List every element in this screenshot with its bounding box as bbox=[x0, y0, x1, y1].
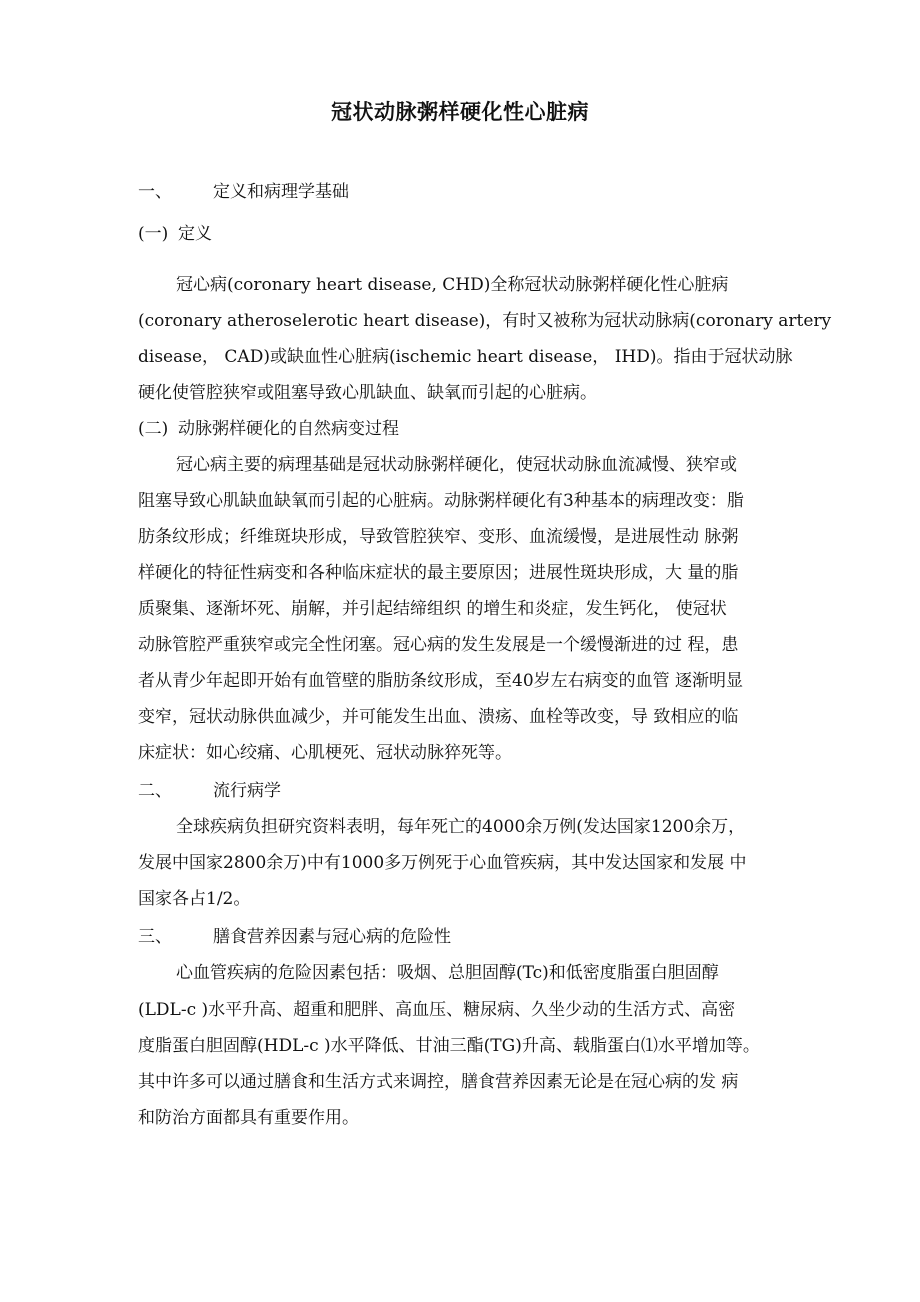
section-title: 膳食营养因素与冠心病的危险性 bbox=[213, 927, 451, 947]
paragraph-line: 发展中国家2800余万)中有1000多万例死于心血管疾病，其中发达国家和发展 中 bbox=[138, 853, 747, 873]
paragraph-line: disease， CAD)或缺血性心脏病(ischemic heart disease， IHD)。指由于冠状动脉 bbox=[138, 347, 793, 367]
paragraph-line: 样硬化的特征性病变和各种临床症状的最主要原因；进展性斑块形成，大 量的脂 bbox=[138, 563, 739, 583]
section-title: 流行病学 bbox=[213, 781, 281, 801]
paragraph-line: 度脂蛋白胆固醇(HDL-c )水平降低、甘油三酯(TG)升高、载脂蛋白⑴水平增加等。 bbox=[138, 1036, 760, 1056]
paragraph-line: 质聚集、逐渐坏死、崩解，并引起结缔组织 的增生和炎症，发生钙化， 使冠状 bbox=[138, 599, 727, 619]
section-number: 三、 bbox=[138, 927, 172, 947]
paragraph-line: 国家各占1/2。 bbox=[138, 889, 251, 909]
paragraph-line: 肪条纹形成；纤维斑块形成，导致管腔狭窄、变形、血流缓慢，是进展性动 脉粥 bbox=[138, 527, 739, 547]
paragraph-line: 变窄，冠状动脉供血减少，并可能发生出血、溃疡、血栓等改变，导 致相应的临 bbox=[138, 707, 739, 727]
paragraph-line: 和防治方面都具有重要作用。 bbox=[138, 1108, 359, 1128]
paragraph-line: (LDL-c )水平升高、超重和肥胖、高血压、糖尿病、久坐少动的生活方式、高密 bbox=[138, 1000, 736, 1020]
paragraph-line: 阻塞导致心肌缺血缺氧而引起的心脏病。动脉粥样硬化有3种基本的病理改变：脂 bbox=[138, 491, 744, 511]
section-number: 二、 bbox=[138, 781, 172, 801]
subsection-heading-2 bbox=[138, 417, 798, 441]
paragraph-line: (coronary atheroselerotic heart disease)，有时又被称为冠状动脉病(coronary artery bbox=[138, 311, 832, 331]
section-title: 定义和病理学基础 bbox=[213, 182, 349, 202]
paragraph-line: 床症状：如心绞痛、心肌梗死、冠状动脉猝死等。 bbox=[138, 743, 512, 763]
section-number: 一、 bbox=[138, 182, 172, 202]
paragraph-line: 其中许多可以通过膳食和生活方式来调控，膳食营养因素无论是在冠心病的发 病 bbox=[138, 1072, 739, 1092]
subsection-heading-1 bbox=[138, 222, 798, 246]
paragraph-line: 者从青少年起即开始有血管壁的脂肪条纹形成，至40岁左右病变的血管 逐渐明显 bbox=[138, 671, 744, 691]
section-heading-2 bbox=[138, 779, 798, 803]
paragraph-line: 冠心病主要的病理基础是冠状动脉粥样硬化，使冠状动脉血流减慢、狭窄或 bbox=[176, 455, 737, 475]
section-heading-3 bbox=[138, 925, 798, 949]
subsection-number: (一) bbox=[138, 224, 169, 244]
paragraph-line: 硬化使管腔狭窄或阻塞导致心肌缺血、缺氧而引起的心脏病。 bbox=[138, 383, 597, 403]
subsection-title: 定义 bbox=[178, 224, 212, 244]
section-heading-1 bbox=[138, 180, 798, 204]
paragraph-line: 全球疾病负担研究资料表明，每年死亡的4000余万例(发达国家1200余万， bbox=[176, 817, 746, 837]
subsection-title: 动脉粥样硬化的自然病变过程 bbox=[178, 419, 399, 439]
subsection-number: (二) bbox=[138, 419, 169, 439]
page-title: 冠状动脉粥样硬化性心脏病 bbox=[331, 100, 589, 124]
paragraph-line: 动脉管腔严重狭窄或完全性闭塞。冠心病的发生发展是一个缓慢渐进的过 程，患 bbox=[138, 635, 739, 655]
paragraph-line: 心血管疾病的危险因素包括：吸烟、总胆固醇(Tc)和低密度脂蛋白胆固醇 bbox=[176, 963, 719, 983]
paragraph-line: 冠心病(coronary heart disease, CHD)全称冠状动脉粥样硬化性心脏病 bbox=[176, 275, 729, 295]
